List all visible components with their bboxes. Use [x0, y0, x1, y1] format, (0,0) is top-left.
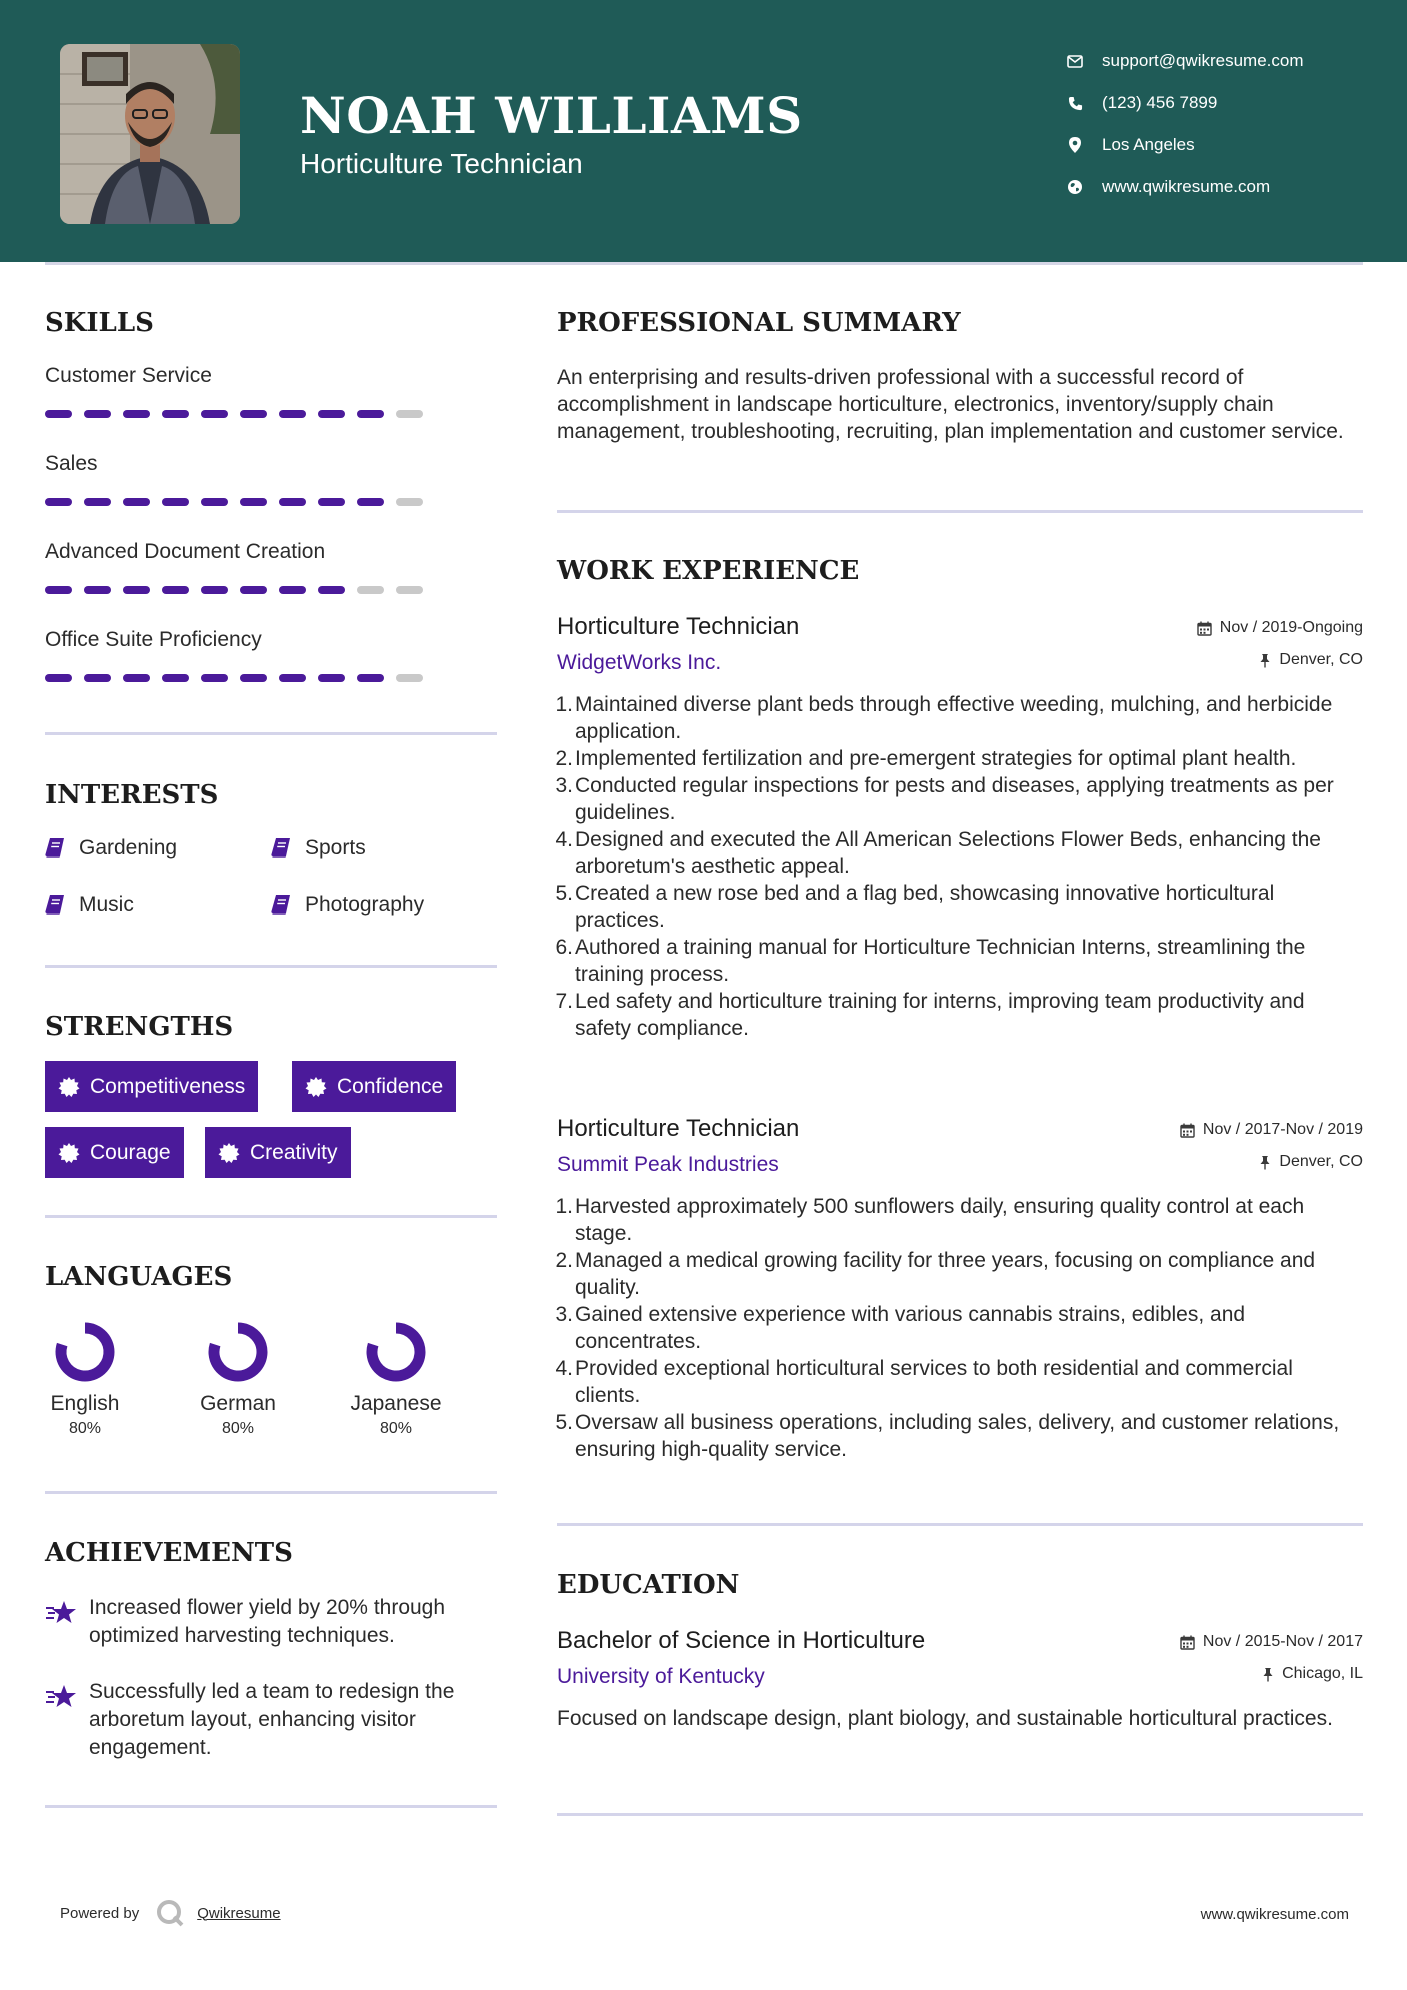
badge-icon [58, 1142, 80, 1164]
profile-photo [60, 44, 240, 224]
skill-dot-filled [240, 586, 267, 594]
header-divider [45, 262, 1363, 265]
skill-dot-filled [357, 498, 384, 506]
job-date-text: Nov / 2017-Nov / 2019 [1202, 1121, 1363, 1138]
skill-dot-filled [84, 586, 111, 594]
skill-dot-filled [240, 410, 267, 418]
strength-label: Confidence [337, 1074, 444, 1098]
brand-link[interactable]: Qwikresume [197, 1904, 281, 1922]
achievement-item [45, 1678, 505, 1762]
calendar-icon [1180, 1635, 1195, 1650]
skill-dot-filled [201, 410, 228, 418]
job-bullet: Gained extensive experience with various cannabis strains, edibles, and concentrates. [575, 1303, 1246, 1353]
job-title: Horticulture Technician [557, 613, 800, 640]
contact-website-text: www.qwikresume.com [1102, 177, 1271, 196]
skill-dot-empty [396, 586, 423, 594]
skill-dot-filled [123, 410, 150, 418]
language-name: Japanese [350, 1392, 442, 1415]
language-item [20, 1320, 150, 1438]
education-location-text: Chicago, IL [1282, 1665, 1363, 1682]
skill-dot-empty [396, 674, 423, 682]
pushpin-icon [1259, 653, 1271, 668]
job-bullet: Conducted regular inspections for pests and diseases, applying treatments as per guidelines. [575, 774, 1334, 824]
footer-branding [60, 1898, 281, 1928]
skill-dot-empty [396, 410, 423, 418]
strength-chip [292, 1061, 456, 1112]
skill-dot-filled [123, 498, 150, 506]
skill-dot-filled [201, 674, 228, 682]
skill-dot-filled [318, 410, 345, 418]
section-divider [45, 732, 497, 735]
qwikresume-logo-icon [155, 1898, 185, 1928]
language-item [173, 1320, 303, 1438]
section-divider [45, 1491, 497, 1494]
strengths-heading: STRENGTHS [45, 1012, 234, 1042]
contact-phone[interactable] [1064, 82, 1394, 124]
job-bullets [557, 691, 1363, 1042]
language-item [331, 1320, 461, 1438]
language-progress-arc [61, 1328, 109, 1376]
skill-dot-filled [45, 674, 72, 682]
book-icon [271, 837, 291, 859]
skill-dot-filled [201, 498, 228, 506]
section-divider [45, 1215, 497, 1218]
job-bullet: Maintained diverse plant beds through effective weeding, mulching, and herbicide application. [575, 693, 1333, 743]
interest-item [271, 836, 366, 860]
education-school: University of Kentucky [557, 1665, 765, 1688]
summary-heading: PROFESSIONAL SUMMARY [557, 308, 961, 338]
skill-dot-filled [318, 498, 345, 506]
language-progress-arc [372, 1328, 420, 1376]
phone-icon [1064, 92, 1086, 114]
interest-item [271, 893, 424, 917]
job-entry [557, 1115, 1363, 1463]
contact-location [1064, 124, 1394, 166]
job-bullet: Managed a medical growing facility for three years, focusing on compliance and quality. [575, 1249, 1316, 1299]
skill-dot-filled [240, 498, 267, 506]
language-name: German [200, 1392, 276, 1415]
job-location [1259, 651, 1363, 669]
job-location-text: Denver, CO [1279, 651, 1363, 668]
job-date [1180, 1121, 1363, 1139]
skill-item [45, 452, 495, 506]
skill-dot-filled [45, 498, 72, 506]
location-pin-icon [1064, 134, 1086, 156]
skill-dot-filled [201, 586, 228, 594]
badge-icon [58, 1076, 80, 1098]
candidate-name: NOAH WILLIAMS [300, 86, 803, 145]
contact-email[interactable] [1064, 40, 1394, 82]
envelope-icon [1064, 50, 1086, 72]
strength-chip [45, 1127, 184, 1178]
job-bullets [557, 1193, 1363, 1463]
job-date-text: Nov / 2019-Ongoing [1219, 619, 1363, 636]
job-bullet: Oversaw all business operations, including sales, delivery, and customer relations, ensuring high-quality service. [575, 1411, 1340, 1461]
interests-heading: INTERESTS [45, 780, 219, 810]
contact-location-text: Los Angeles [1102, 135, 1195, 154]
education-date [1180, 1633, 1363, 1651]
skill-item [45, 364, 495, 418]
skill-dot-filled [240, 674, 267, 682]
achievement-text: Increased flower yield by 20% through optimized harvesting techniques. [89, 1596, 446, 1647]
strength-label: Courage [90, 1140, 171, 1164]
experience-heading: WORK EXPERIENCE [557, 556, 860, 586]
achievement-text: Successfully led a team to redesign the arboretum layout, enhancing visitor engagement. [89, 1680, 455, 1759]
summary-text: An enterprising and results-driven professional with a successful record of accomplishment in landscape horticulture, electronics, inventory/supply chain management, troubleshooting, recruiting, plan implementation and customer service. [557, 366, 1344, 443]
job-bullet: Led safety and horticulture training for interns, improving team productivity and safety compliance. [575, 990, 1305, 1040]
language-percent: 80% [379, 1420, 413, 1437]
job-bullet: Implemented fertilization and pre-emergent strategies for optimal plant health. [575, 747, 1297, 770]
skill-name: Customer Service [45, 364, 212, 387]
contact-email-text: support@qwikresume.com [1102, 51, 1304, 70]
skill-dot-filled [318, 586, 345, 594]
language-progress-arc [214, 1328, 262, 1376]
education-description: Focused on landscape design, plant biology, and sustainable horticultural practices. [557, 1707, 1333, 1730]
candidate-title: Horticulture Technician [300, 148, 583, 179]
job-entry [557, 613, 1363, 1042]
skills-heading: SKILLS [45, 308, 154, 338]
contact-website[interactable] [1064, 166, 1394, 208]
skill-dot-filled [318, 674, 345, 682]
calendar-icon [1197, 621, 1212, 636]
skill-dot-filled [45, 586, 72, 594]
contact-list [1064, 40, 1394, 208]
job-company: Summit Peak Industries [557, 1153, 779, 1176]
skill-dot-filled [279, 410, 306, 418]
badge-icon [305, 1076, 327, 1098]
skill-level-dots [45, 674, 495, 682]
strength-label: Competitiveness [90, 1074, 246, 1098]
book-icon [271, 894, 291, 916]
education-entry [557, 1627, 1363, 1732]
skill-dot-filled [84, 498, 111, 506]
section-divider [557, 1813, 1363, 1816]
skill-level-dots [45, 498, 495, 506]
skill-dot-filled [357, 410, 384, 418]
star-icon [45, 1678, 79, 1762]
globe-icon [1064, 176, 1086, 198]
skill-dot-filled [123, 586, 150, 594]
language-percent: 80% [221, 1420, 255, 1437]
job-company: WidgetWorks Inc. [557, 651, 722, 674]
skill-dot-filled [162, 410, 189, 418]
skill-dot-empty [396, 498, 423, 506]
language-ring [364, 1320, 428, 1384]
language-percent: 80% [68, 1420, 102, 1437]
job-location-text: Denver, CO [1279, 1153, 1363, 1170]
section-divider [45, 965, 497, 968]
language-name: English [50, 1392, 120, 1415]
skill-dot-empty [357, 586, 384, 594]
skill-dot-filled [279, 674, 306, 682]
section-divider [45, 1805, 497, 1808]
language-ring [206, 1320, 270, 1384]
skill-name: Office Suite Proficiency [45, 628, 262, 651]
pushpin-icon [1262, 1667, 1274, 1682]
calendar-icon [1180, 1123, 1195, 1138]
job-title: Horticulture Technician [557, 1115, 800, 1142]
pushpin-icon [1259, 1155, 1271, 1170]
skill-level-dots [45, 410, 495, 418]
skill-level-dots [45, 586, 495, 594]
job-bullet: Harvested approximately 500 sunflowers daily, ensuring quality control at each stage. [575, 1195, 1305, 1245]
powered-by-label: Powered by [60, 1904, 140, 1922]
skill-dot-filled [84, 674, 111, 682]
strength-label: Creativity [250, 1140, 338, 1164]
job-bullet: Created a new rose bed and a flag bed, showcasing innovative horticultural practices. [575, 882, 1275, 932]
book-icon [45, 837, 65, 859]
skill-dot-filled [279, 498, 306, 506]
book-icon [45, 894, 65, 916]
education-location [1262, 1665, 1363, 1683]
job-bullet: Authored a training manual for Horticulture Technician Interns, streamlining the training process. [575, 936, 1306, 986]
language-ring [53, 1320, 117, 1384]
strength-chip [45, 1061, 258, 1112]
skill-item [45, 628, 495, 682]
interest-item [45, 893, 134, 917]
strength-chip [205, 1127, 351, 1178]
skill-dot-filled [123, 674, 150, 682]
skill-dot-filled [279, 586, 306, 594]
skill-name: Advanced Document Creation [45, 540, 326, 563]
education-degree: Bachelor of Science in Horticulture [557, 1627, 926, 1654]
footer-url[interactable]: www.qwikresume.com [1200, 1906, 1349, 1923]
section-divider [557, 1523, 1363, 1526]
section-divider [557, 510, 1363, 513]
interest-item [45, 836, 177, 860]
job-date [1197, 619, 1363, 637]
achievements-heading: ACHIEVEMENTS [45, 1538, 293, 1568]
badge-icon [218, 1142, 240, 1164]
star-icon [45, 1594, 79, 1650]
contact-phone-text: (123) 456 7899 [1102, 93, 1218, 112]
skill-dot-filled [162, 674, 189, 682]
education-date-text: Nov / 2015-Nov / 2017 [1202, 1633, 1363, 1650]
achievement-item [45, 1594, 505, 1650]
skill-item [45, 540, 495, 594]
skill-name: Sales [45, 452, 98, 475]
interest-label: Gardening [79, 836, 178, 859]
skill-dot-filled [45, 410, 72, 418]
interest-label: Photography [305, 893, 425, 916]
resume-header [0, 0, 1407, 262]
interest-label: Sports [305, 836, 366, 859]
skill-dot-filled [357, 674, 384, 682]
interest-label: Music [79, 893, 134, 916]
skill-dot-filled [162, 586, 189, 594]
skill-dot-filled [162, 498, 189, 506]
job-location [1259, 1153, 1363, 1171]
job-bullet: Provided exceptional horticultural services to both residential and commercial clients. [575, 1357, 1293, 1407]
education-heading: EDUCATION [557, 1570, 740, 1600]
job-bullet: Designed and executed the All American Selections Flower Beds, enhancing the arboretum's aesthetic appeal. [575, 828, 1321, 878]
languages-heading: LANGUAGES [45, 1262, 233, 1292]
skill-dot-filled [84, 410, 111, 418]
